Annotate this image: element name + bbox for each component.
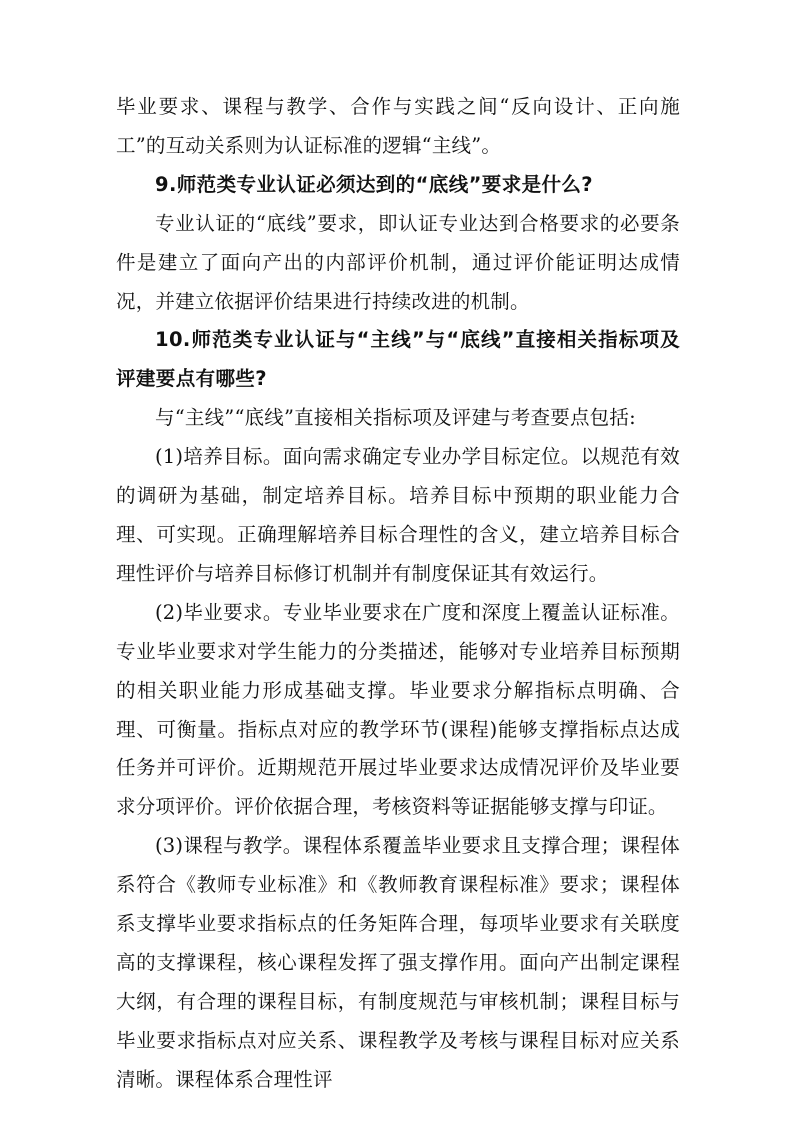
paragraph-baseline-requirement: 专业认证的“底线”要求，即认证专业达到合格要求的必要条件是建立了面向产出的内部评价机制，通过评价能证明达成情况，并建立依据评价结果进行持续改进的机制。 <box>116 211 680 313</box>
section-heading-10: 10.师范类专业认证与“主线”与“底线”直接相关指标项及评建要点有哪些? <box>116 328 680 391</box>
section-heading-9: 9.师范类专业认证必须达到的“底线”要求是什么? <box>155 172 594 196</box>
paragraph-item-2-graduation-requirements: (2)毕业要求。专业毕业要求在广度和深度上覆盖认证标准。专业毕业要求对学生能力的分类描述，能够对专业培养目标预期的相关职业能力形成基础支撑。毕业要求分解指标点明确、合理、可衡量。指标点对应的教学环节(课程)能够支撑指标点达成任务并可评价。近期规范开展过毕业要求达成情况评价及毕业要求分项评价。评价依据合理，考核资料等证据能够支撑与印证。 <box>116 600 680 819</box>
document-body <box>116 88 680 1100</box>
paragraph-continuation: 毕业要求、课程与教学、合作与实践之间“反向设计、正向施工”的互动关系则为认证标准的逻辑“主线”。 <box>116 95 680 157</box>
paragraph-item-3-curriculum-teaching: (3)课程与教学。课程体系覆盖毕业要求且支撑合理；课程体系符合《教师专业标准》和《教师教育课程标准》要求；课程体系支撑毕业要求指标点的任务矩阵合理，每项毕业要求有关联度高的支撑课程，核心课程发挥了强支撑作用。面向产出制定课程大纲，有合理的课程目标，有制度规范与审核机制；课程目标与毕业要求指标点对应关系、课程教学及考核与课程目标对应关系清晰。课程体系合理性评 <box>116 834 680 1091</box>
paragraph-item-1-training-goals: (1)培养目标。面向需求确定专业办学目标定位。以规范有效的调研为基础，制定培养目标。培养目标中预期的职业能力合理、可实现。正确理解培养目标合理性的含义，建立培养目标合理性评价与培养目标修订机制并有制度保证其有效运行。 <box>116 445 680 585</box>
paragraph-intro: 与“主线”“底线”直接相关指标项及评建与考查要点包括: <box>155 406 636 430</box>
